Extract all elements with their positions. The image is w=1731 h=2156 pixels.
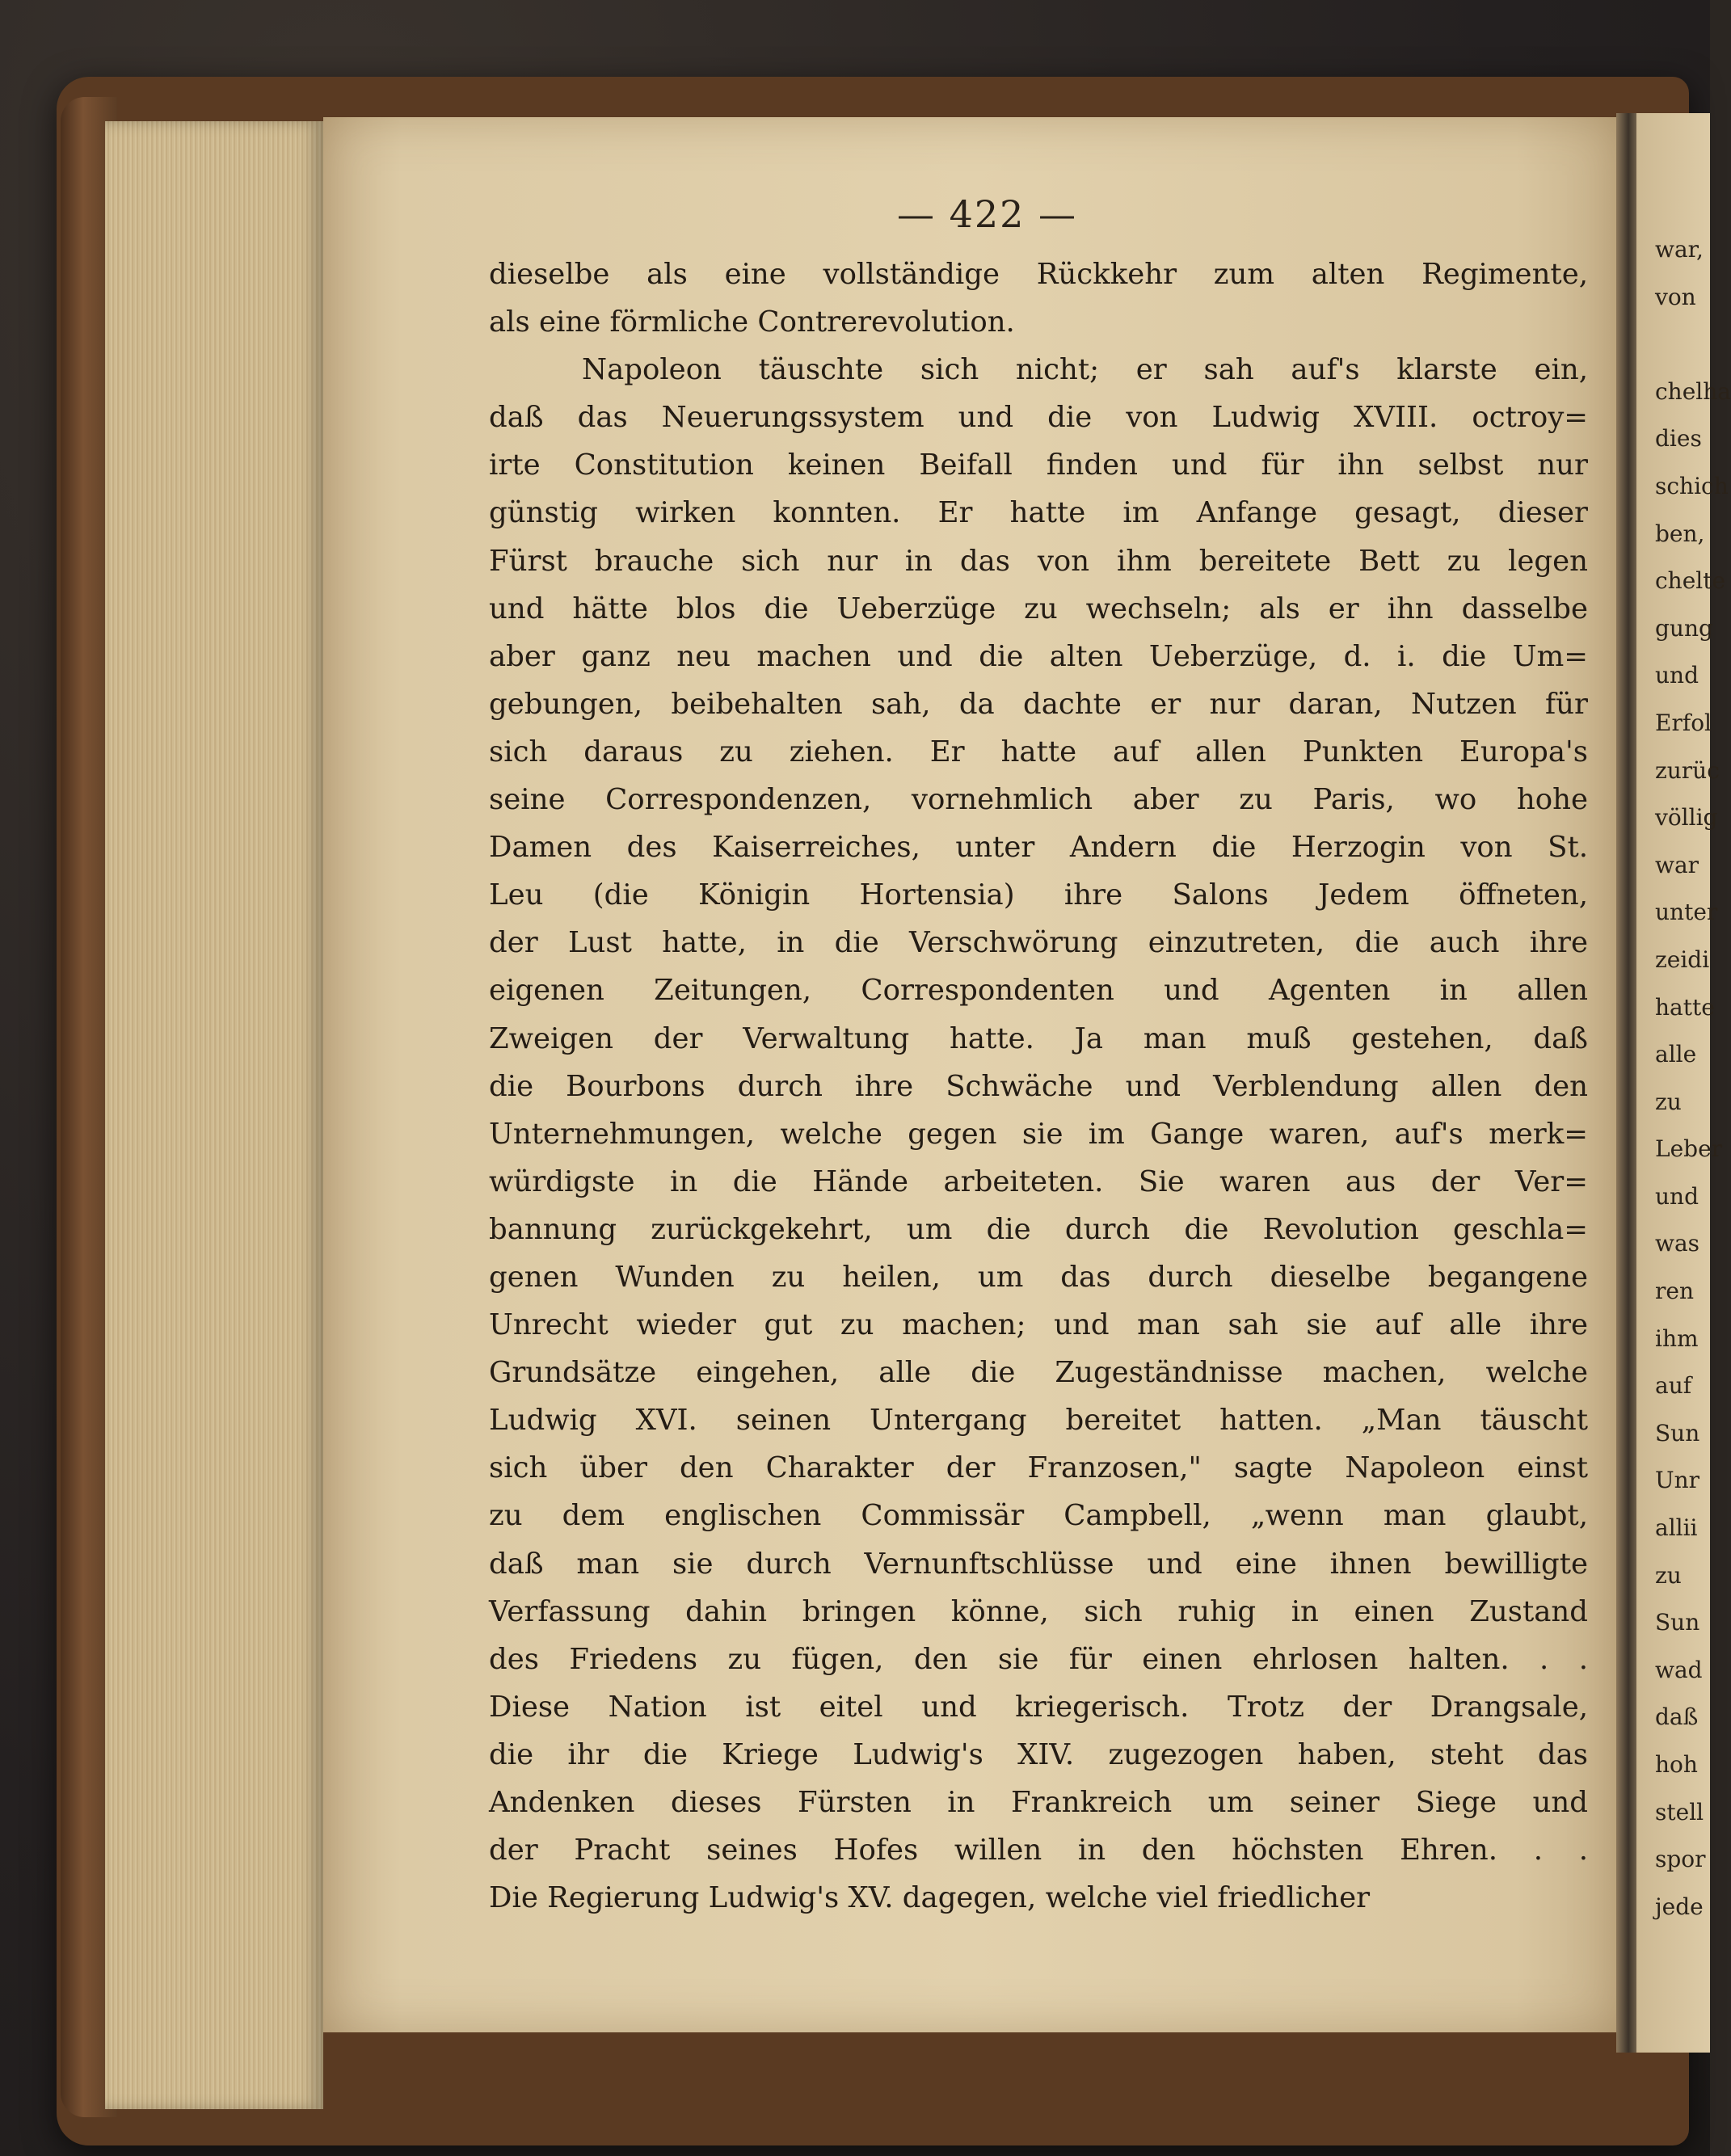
text-line: des Friedens zu fügen, den sie für einen ehrlosen halten. . . — [489, 1642, 1588, 1676]
fragment-line: chelte — [1655, 567, 1726, 595]
text-line: zu dem englischen Commissär Campbell, „wenn man glaubt, — [489, 1499, 1588, 1533]
text-line: sich daraus zu ziehen. Er hatte auf allen Punkten Europa's — [489, 735, 1588, 768]
fragment-line — [1655, 321, 1710, 368]
text-line: Verfassung dahin bringen könne, sich ruhig in einen Zustand — [489, 1594, 1588, 1628]
text-line: der Lust hatte, in die Verschwörung einzutreten, die auch ihre — [489, 926, 1588, 960]
fragment-line: schich — [1655, 472, 1729, 499]
fragment-line: ben, — [1655, 520, 1705, 547]
text-line: Diese Nation ist eitel und kriegerisch. Trotz der Drangsale, — [489, 1690, 1588, 1724]
fragment-line: Unr — [1655, 1467, 1700, 1494]
text-line: daß das Neuerungssystem und die von Ludwig XVIII. octroy= — [489, 401, 1588, 435]
text-line: Napoleon täuschte sich nicht; er sah auf's klarste ein, — [582, 353, 1588, 387]
fragment-line: zurüc — [1655, 756, 1720, 784]
fragment-line: Sun — [1655, 1609, 1700, 1636]
fragment-line: wad — [1655, 1656, 1703, 1683]
text-line: Unrecht wieder gut zu machen; und man sah sie auf alle ihre — [489, 1308, 1588, 1342]
right-page-fragments — [1655, 226, 1731, 1931]
text-line: und hätte blos die Ueberzüge zu wechseln; als er ihn dasselbe — [489, 592, 1588, 625]
fragment-line: von — [1655, 283, 1696, 310]
text-line: bannung zurückgekehrt, um die durch die Revolution geschla= — [489, 1212, 1588, 1246]
text-line: günstig wirken konnten. Er hatte im Anfange gesagt, dieser — [489, 496, 1588, 530]
text-line: aber ganz neu machen und die alten Ueberzüge, d. i. die Um= — [489, 639, 1588, 673]
text-line: die ihr die Kriege Ludwig's XIV. zugezogen haben, steht das — [489, 1737, 1588, 1771]
text-line: sich über den Charakter der Franzosen," sagte Napoleon einst — [489, 1451, 1588, 1485]
fragment-line: völlig — [1655, 804, 1718, 832]
text-line: Fürst brauche sich nur in das von ihm bereitete Bett zu legen — [489, 544, 1588, 578]
fragment-line: alle — [1655, 1041, 1697, 1068]
page-text — [489, 251, 1588, 1922]
text-line: als eine förmliche Contrerevolution. — [489, 305, 1015, 339]
page-stack-edge — [105, 121, 323, 2109]
text-line: Zweigen der Verwaltung hatte. Ja man muß gestehen, daß — [489, 1021, 1588, 1055]
fragment-line: zu — [1655, 1088, 1682, 1115]
text-line: die Bourbons durch ihre Schwäche und Verblendung allen den — [489, 1069, 1588, 1103]
text-line: daß man sie durch Vernunftschlüsse und eine ihnen bewilligte — [489, 1547, 1588, 1581]
fragment-line: daß — [1655, 1703, 1699, 1731]
fragment-line: zu — [1655, 1561, 1682, 1589]
text-line: genen Wunden zu heilen, um das durch dieselbe begangene — [489, 1260, 1588, 1294]
text-line: seine Correspondenzen, vornehmlich aber zu Paris, wo hohe — [489, 783, 1588, 817]
fragment-line: auf — [1655, 1372, 1692, 1400]
fragment-line: Erfol — [1655, 709, 1712, 736]
fragment-line: Sun — [1655, 1419, 1700, 1446]
text-line: der Pracht seines Hofes willen in den höchsten Ehren. . . — [489, 1834, 1588, 1868]
fragment-line: Leber — [1655, 1135, 1723, 1163]
fragment-line: stell — [1655, 1798, 1704, 1825]
fragment-line: und — [1655, 662, 1699, 689]
fragment-line: und — [1655, 1182, 1699, 1210]
text-line: Leu (die Königin Hortensia) ihre Salons Jedem öffneten, — [489, 878, 1588, 912]
fragment-line: was — [1655, 1230, 1700, 1257]
fragment-line: unter — [1655, 899, 1718, 926]
fragment-line: gung — [1655, 614, 1713, 642]
fragment-line: hoh — [1655, 1751, 1698, 1778]
fragment-line: ren — [1655, 1278, 1694, 1305]
page-number: — 422 — — [897, 192, 1078, 236]
fragment-line: war — [1655, 851, 1699, 878]
fragment-line: jede — [1655, 1893, 1704, 1920]
fragment-line: allii — [1655, 1514, 1698, 1542]
text-line: Damen des Kaiserreiches, unter Andern die Herzogin von St. — [489, 831, 1588, 865]
text-line: Unternehmungen, welche gegen sie im Gange waren, auf's merk= — [489, 1117, 1588, 1151]
text-line: eigenen Zeitungen, Correspondenten und Agenten in allen — [489, 974, 1588, 1008]
fragment-line: spor — [1655, 1846, 1706, 1873]
text-line: irte Constitution keinen Beifall finden und für ihn selbst nur — [489, 448, 1588, 482]
text-line: Die Regierung Ludwig's XV. dagegen, welche viel friedlicher — [489, 1881, 1371, 1915]
text-line: dieselbe als eine vollständige Rückkehr zum alten Regimente, — [489, 258, 1588, 291]
fragment-line: ihm — [1655, 1324, 1699, 1352]
text-line: Andenken dieses Fürsten in Frankreich um seiner Siege und — [489, 1786, 1588, 1819]
fragment-line: zeidi — [1655, 945, 1710, 973]
fragment-line: dies — [1655, 425, 1702, 453]
fragment-line: war, — [1655, 236, 1704, 263]
text-line: Ludwig XVI. seinen Untergang bereitet hatten. „Man täuscht — [489, 1404, 1588, 1438]
text-line: gebungen, beibehalten sah, da dachte er nur daran, Nutzen für — [489, 687, 1588, 721]
text-line: Grundsätze eingehen, alle die Zugeständnisse machen, welche — [489, 1356, 1588, 1390]
text-line: würdigste in die Hände arbeiteten. Sie waren aus der Ver= — [489, 1164, 1588, 1198]
fragment-line: hatte — [1655, 993, 1715, 1021]
fragment-line: chelha — [1655, 377, 1731, 405]
